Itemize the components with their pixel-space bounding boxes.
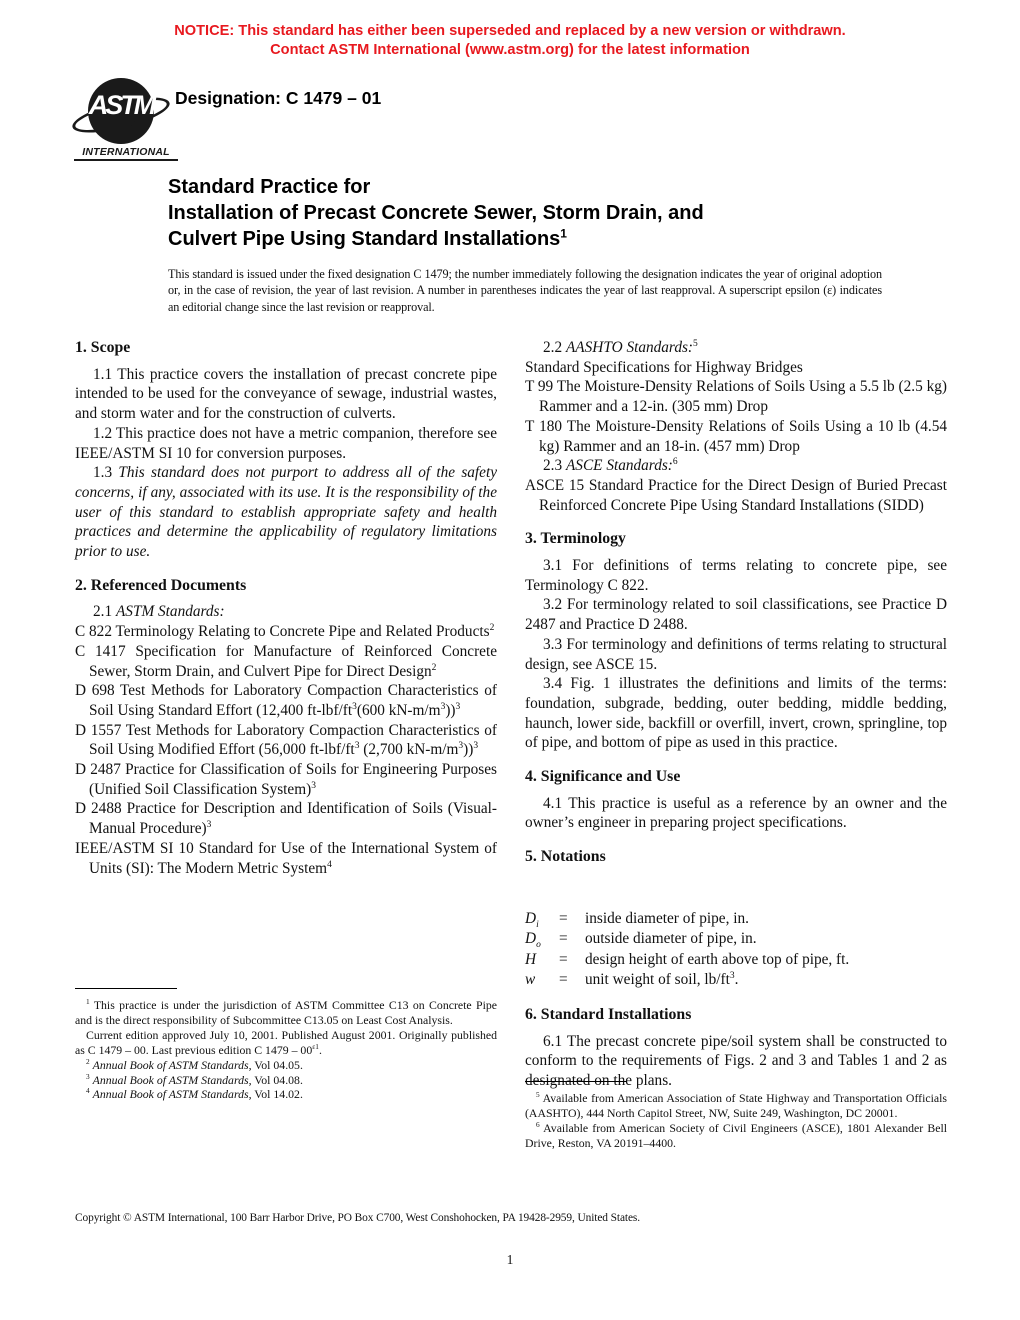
section-heading-notations: 5. Notations [525, 848, 606, 866]
notation-equals: = [559, 971, 568, 989]
paragraph-3-1: 3.1 For definitions of terms relating to concrete pipe, see Terminology C 822. [525, 557, 947, 594]
notation-row-h [525, 950, 947, 971]
footnote-3: $^3$ Annual Book of ASTM Standards, Vol 04.08. [86, 1071, 303, 1087]
paragraph-3-4: 3.4 Fig. 1 illustrates the definitions and limits of the terms: foundation, subgrade, bedding, outer bedding, middle bedding, haunch, lower side, backfill or overfill, invert, crown, springline, top of pipe, and bottom of pipe as used in this practice. [525, 675, 947, 752]
notation-description: outside diameter of pipe, in. [585, 930, 757, 948]
reference-item-t99: T 99 The Moisture-Density Relations of Soils Using a 5.5 lb (2.5 kg) Rammer and a 12-in. (305 mm) Drop [525, 378, 947, 416]
reference-item-ieee-astm-si10: IEEE/ASTM SI 10 Standard for Use of the International System of Units (SI): The Modern Metric System$^4$ [75, 839, 497, 877]
paragraph-6-1: 6.1 The precast concrete pipe/soil system shall be constructed to conform to the requirements of Figs. 2 and 3 and Tables 1 and 2 as designated on the plans. [525, 1032, 947, 1089]
footnote-4: $^4$ Annual Book of ASTM Standards, Vol 14.02. [86, 1086, 303, 1102]
footnote-1: $^1$ This practice is under the jurisdiction of ASTM Committee C13 on Concrete Pipe and is the direct responsibility of Subcommittee C13.05 on Least Cost Analysis. [75, 997, 497, 1027]
title-line-3: Culvert Pipe Using Standard Installations$^1$ [168, 226, 567, 250]
notation-description: design height of earth above top of pipe, ft. [585, 950, 850, 968]
section-heading-terminology: 3. Terminology [525, 530, 626, 548]
notation-row-do [525, 929, 947, 950]
reference-item-highway-bridges: Standard Specifications for Highway Bridges [525, 358, 803, 376]
reference-item-d1557: D 1557 Test Methods for Laboratory Compaction Characteristics of Soil Using Modified Effort (56,000 $ft-lbf/ft^3$ (2,700 $kN-m/m^3))^3$ [75, 721, 497, 759]
notation-list [525, 909, 947, 991]
right-column [525, 338, 947, 1091]
designation-label: Designation: C 1479 – 01 [175, 88, 382, 108]
footnote-6: $^6$ Available from American Society of Civil Engineers (ASCE), 1801 Alexander Bell Drive, Reston, VA 20191–4400. [525, 1119, 947, 1150]
astm-logo-wordmark: ASTM [88, 90, 154, 120]
notation-equals: = [559, 909, 568, 927]
notation-row-di [525, 909, 947, 930]
astm-logo [74, 76, 178, 162]
reference-item-c1417: C 1417 Specification for Manufacture of Reinforced Concrete Sewer, Storm Drain, and Culvert Pipe for Direct Design$^2$ [75, 642, 497, 680]
section-heading-significance-and-use: 4. Significance and Use [525, 768, 681, 786]
notation-symbol: $D_i$ [525, 909, 539, 930]
notation-description: inside diameter of pipe, in. [585, 909, 749, 927]
footnote-edition: Current edition approved July 10, 2001. Published August 2001. Originally published as C 1479 – 00. Last previous edition C $1479 - 00^{\varepsilon 1}$. [75, 1027, 497, 1057]
paragraph-1-2: 1.2 This practice does not have a metric companion, therefore see IEEE/ASTM SI 10 for conversion purposes. [75, 424, 497, 462]
notation-row-w [525, 970, 947, 991]
footnotes-left [75, 988, 497, 1102]
paragraph-3-2: 3.2 For terminology related to soil classifications, see Practice D 2487 and Practice D 2488. [525, 596, 947, 634]
supersession-notice [0, 22, 1020, 60]
reference-item-asce15: ASCE 15 Standard Practice for the Direct Design of Buried Precast Reinforced Concrete Pipe Using Standard Installations (SIDD) [525, 476, 947, 514]
notation-symbol: $D_o$ [525, 930, 541, 951]
astm-logo-international-label: INTERNATIONAL [74, 146, 178, 161]
footnote-rule [525, 1081, 627, 1082]
title-line-1: Standard Practice for [168, 176, 371, 198]
body-columns [75, 338, 947, 1091]
reference-item-d698: D 698 Test Methods for Laboratory Compaction Characteristics of Soil Using Standard Effort (12,400 $ft-lbf/ft^3(600$ $kN-m/m^3))^3$ [75, 682, 497, 719]
issuance-note: This standard is issued under the fixed designation C 1479; the number immediately following the designation indicates the year of original adoption or, in the case of revision, the year of last revision. A number in parentheses indicates the year of last reapproval. A superscript epsilon (ε) indicates an editorial change since the last revision or reapproval. [168, 267, 882, 314]
left-column [75, 338, 497, 1091]
footnote-2: $^2$ Annual Book of ASTM Standards, Vol 04.05. [86, 1056, 303, 1072]
notice-line-1: NOTICE: This standard has either been superseded and replaced by a new version or withdrawn. [174, 23, 846, 39]
title-line-2: Installation of Precast Concrete Sewer, Storm Drain, and [168, 202, 704, 224]
reference-item-d2487: D 2487 Practice for Classification of Soils for Engineering Purposes (Unified Soil Classification System)$^3$ [75, 761, 497, 798]
document-title [168, 174, 888, 252]
notation-equals: = [559, 950, 568, 968]
footnote-rule [75, 988, 177, 989]
paragraph-2-2: 2.2 AASHTO Standards:$^5$ [543, 338, 698, 356]
section-heading-scope: 1. Scope [75, 339, 131, 356]
paragraph-1-1: 1.1 This practice covers the installation of precast concrete pipe intended to be used for the conveyance of sewage, industrial wastes, and storm water and for the construction of culverts. [75, 365, 497, 423]
notation-symbol: w [525, 971, 536, 989]
paragraph-1-3: 1.3 This standard does not purport to address all of the safety concerns, if any, associated with its use. It is the responsibility of the user of this standard to establish appropriate safety and health practices and determine the applicability of regulatory limitations prior to use. [75, 464, 498, 561]
paragraph-3-3: 3.3 For terminology and definitions of terms relating to structural design, see ASCE 15. [525, 635, 947, 673]
page-number: 1 [506, 1252, 514, 1267]
notation-equals: = [559, 930, 568, 948]
paragraph-4-1: 4.1 This practice is useful as a reference by an owner and the owner’s engineer in preparing project specifications. [525, 794, 947, 832]
title-footnote-marker: 1 [560, 226, 567, 241]
reference-item-d2488: D 2488 Practice for Description and Identification of Soils (Visual-Manual Procedure)$^3$ [75, 800, 497, 838]
paragraph-2-3: 2.3 ASCE Standards:$^6$ [543, 457, 678, 475]
reference-item-t180: T 180 The Moisture-Density Relations of Soils Using a 10 lb (4.54 kg) Rammer and an 18-in. (457 mm) Drop [525, 417, 947, 455]
copyright-line: Copyright © ASTM International, 100 Barr Harbor Drive, PO Box C700, West Conshohocken, PA 19428-2959, United States. [75, 1212, 640, 1224]
section-heading-referenced-documents: 2. Referenced Documents [75, 576, 247, 594]
footnote-5: $^5$ Available from American Association of State Highway and Transportation Officials (AASHTO), 444 North Capitol Street, NW, Suite 249, Washington, DC 20001. [525, 1090, 947, 1120]
notice-line-2: Contact ASTM International (www.astm.org) for the latest information [270, 42, 750, 58]
paragraph-2-1: 2.1 ASTM Standards: [93, 603, 225, 621]
section-heading-standard-installations: 6. Standard Installations [525, 1005, 692, 1023]
reference-item-c822: C 822 Terminology Relating to Concrete Pipe and Related Products$^2$ [75, 623, 495, 641]
notation-symbol: H [525, 950, 537, 968]
notation-description: unit weight of soil, $lb/ft^3$. [585, 971, 739, 989]
footnotes-right [525, 1081, 947, 1151]
